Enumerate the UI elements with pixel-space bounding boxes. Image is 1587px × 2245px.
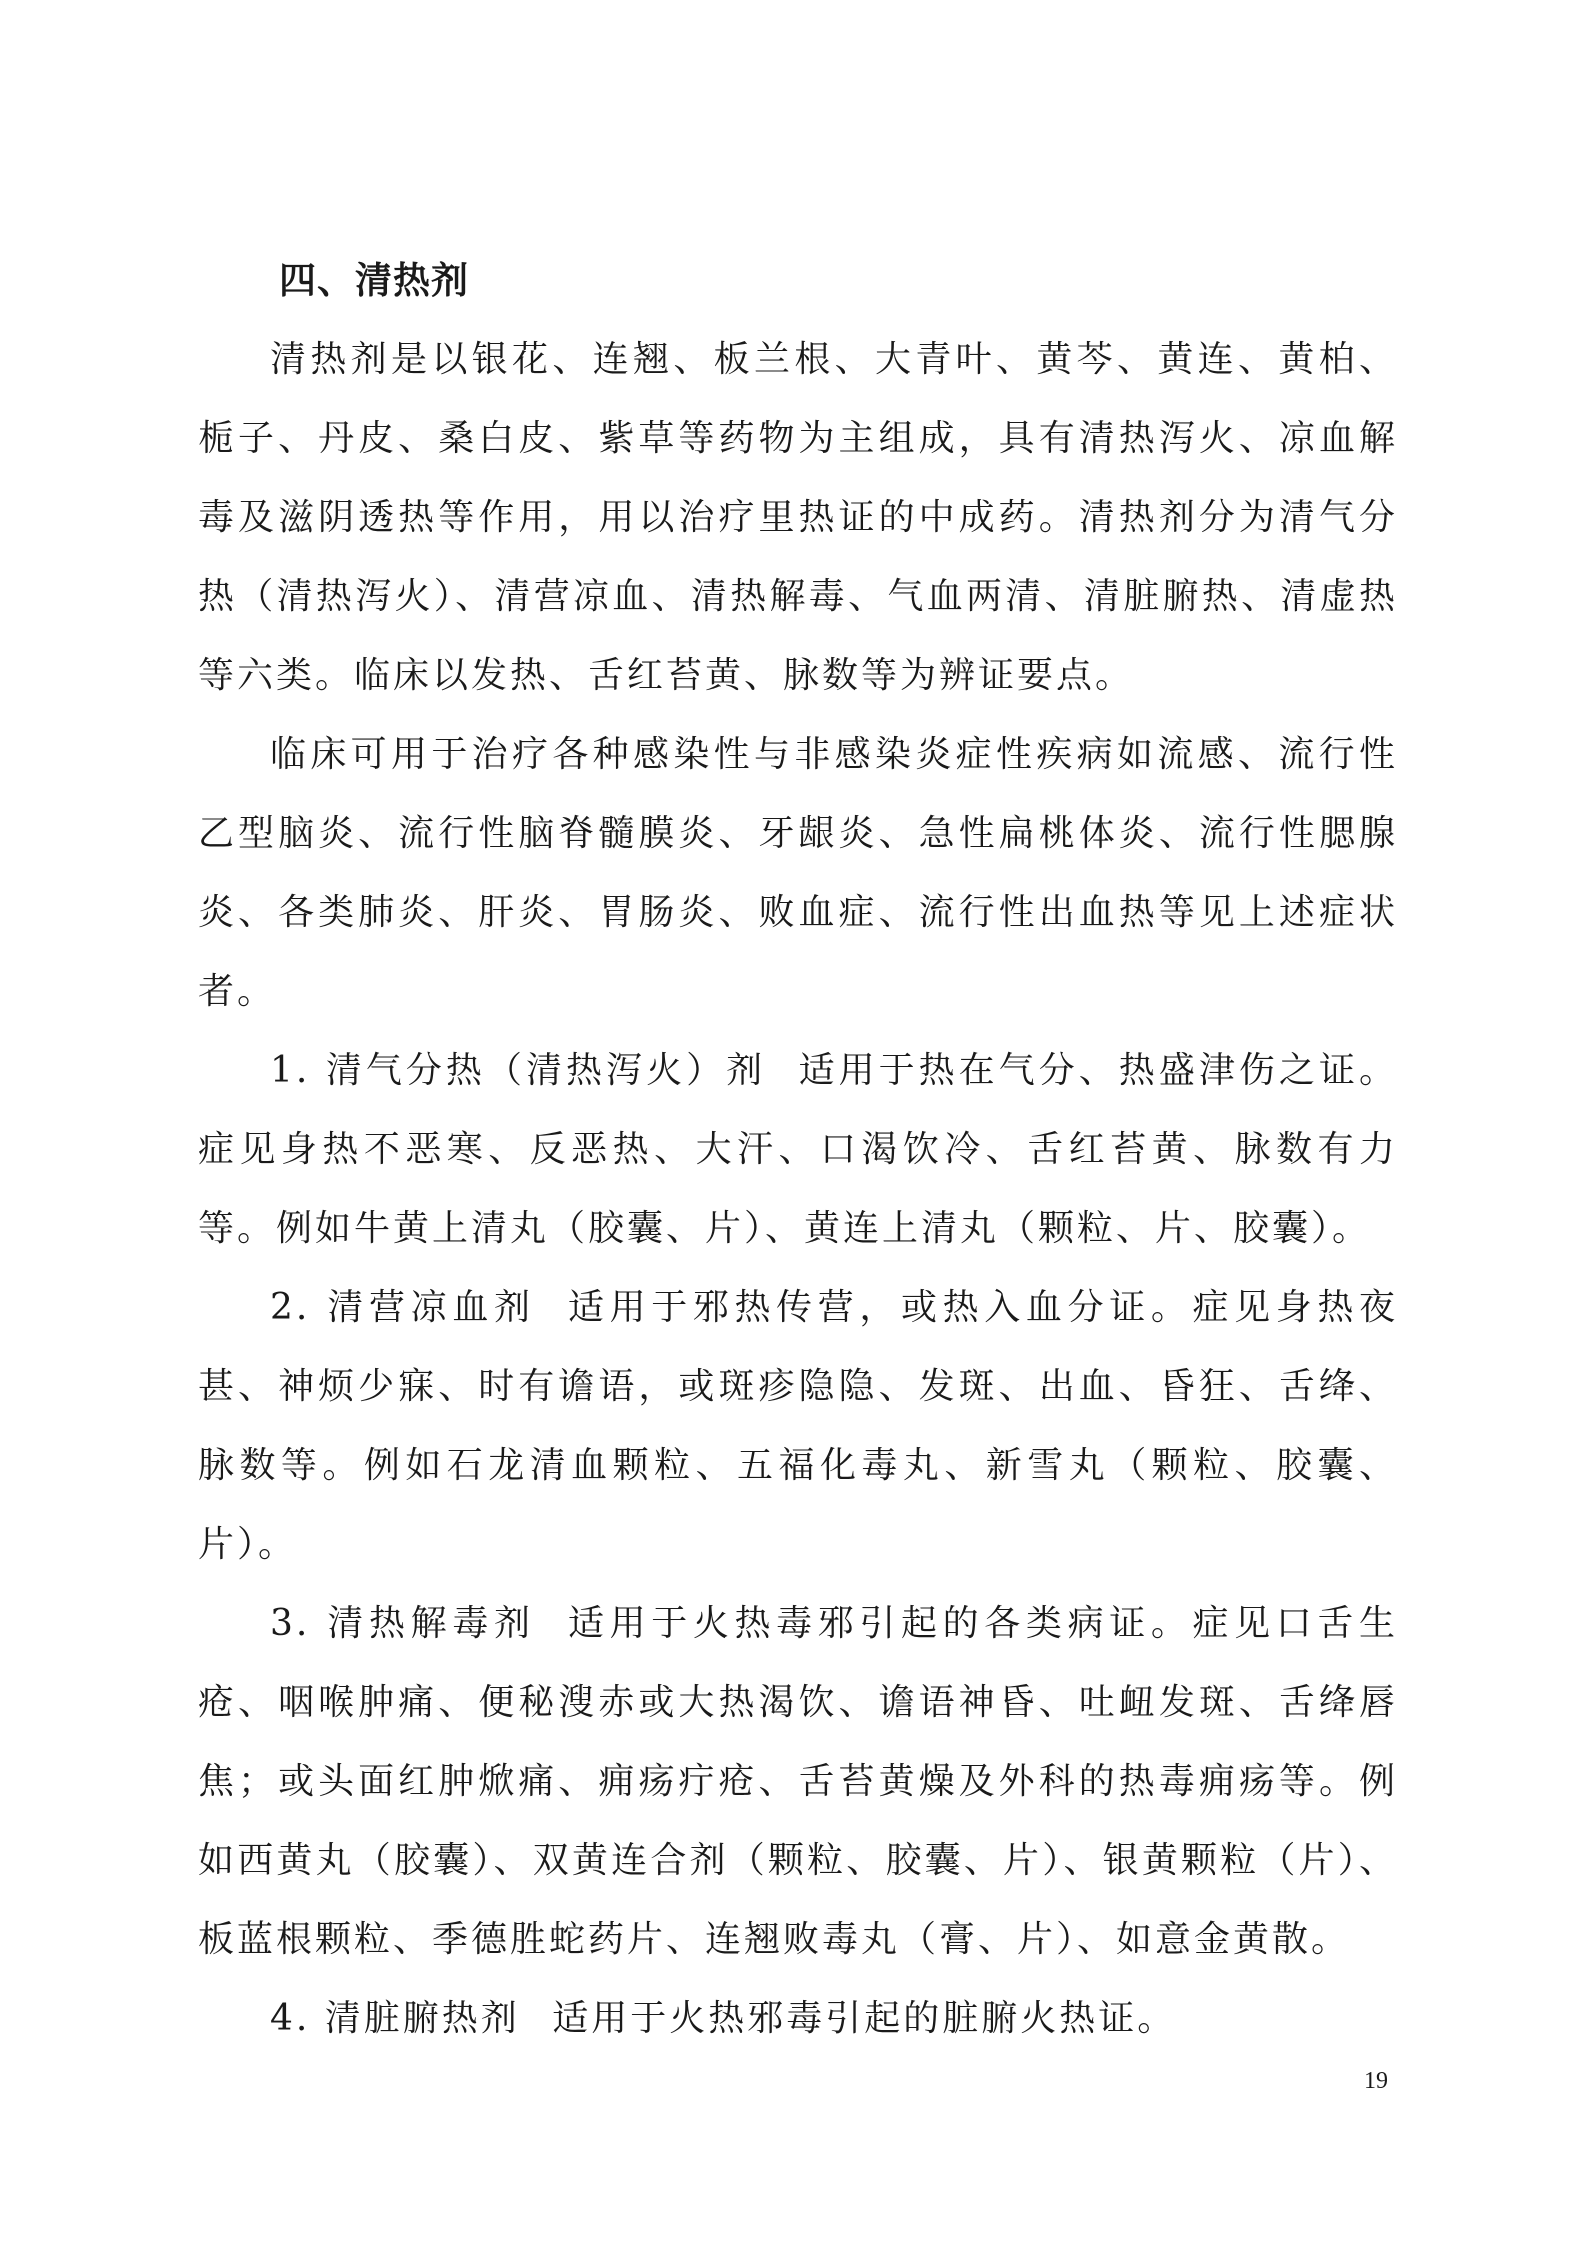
- item-body-3: 适用于火热毒邪引起的各类病证。症见口舌生疮、咽喉肿痛、便秘溲赤或大热渴饮、谵语神昏、吐衄发斑、舌绛唇焦；或头面红肿焮痛、痈疡疔疮、舌苔黄燥及外科的热毒痈疡等。例如西黄丸（胶囊）、双黄连合剂（颗粒、胶囊、片）、银黄颗粒（片）、板蓝根颗粒、季德胜蛇药片、连翘败毒丸（膏、片）、如意金黄散。: [198, 1603, 1398, 1960]
- item-paragraph-3: [198, 1584, 1398, 1979]
- item-body-4: 适用于火热邪毒引起的脏腑火热证。: [552, 1998, 1177, 2039]
- item-body-1: 适用于热在气分、热盛津伤之证。症见身热不恶寒、反恶热、大汗、口渴饮冷、舌红苔黄、脉数有力等。例如牛黄上清丸（胶囊、片）、黄连上清丸（颗粒、片、胶囊）。: [198, 1050, 1398, 1249]
- item-title-1: 1. 清气分热（清热泻火）剂: [270, 1050, 767, 1091]
- section-heading: 四、清热剂: [279, 258, 469, 302]
- item-paragraph-1: [198, 1031, 1398, 1268]
- item-title-4: 4. 清脏腑热剂: [270, 1998, 520, 2039]
- item-paragraph-4: [198, 1979, 1398, 2058]
- item-body-2: 适用于邪热传营，或热入血分证。症见身热夜甚、神烦少寐、时有谵语，或斑疹隐隐、发斑、出血、昏狂、舌绛、脉数等。例如石龙清血颗粒、五福化毒丸、新雪丸（颗粒、胶囊、片）。: [198, 1287, 1398, 1565]
- item-title-3: 3. 清热解毒剂: [270, 1603, 536, 1644]
- page-number: 19: [1364, 2068, 1388, 2094]
- item-title-2: 2. 清营凉血剂: [270, 1287, 536, 1328]
- intro-paragraph-1: 清热剂是以银花、连翘、板兰根、大青叶、黄芩、黄连、黄柏、栀子、丹皮、桑白皮、紫草等药物为主组成，具有清热泻火、凉血解毒及滋阴透热等作用，用以治疗里热证的中成药。清热剂分为清气分热（清热泻火）、清营凉血、清热解毒、气血两清、清脏腑热、清虚热等六类。临床以发热、舌红苔黄、脉数等为辨证要点。: [198, 339, 1398, 696]
- page-body: [198, 240, 1398, 2058]
- item-paragraph-2: [198, 1268, 1398, 1584]
- intro-paragraph-2: 临床可用于治疗各种感染性与非感染炎症性疾病如流感、流行性乙型脑炎、流行性脑脊髓膜炎、牙龈炎、急性扁桃体炎、流行性腮腺炎、各类肺炎、肝炎、胃肠炎、败血症、流行性出血热等见上述症状者。: [198, 734, 1398, 1012]
